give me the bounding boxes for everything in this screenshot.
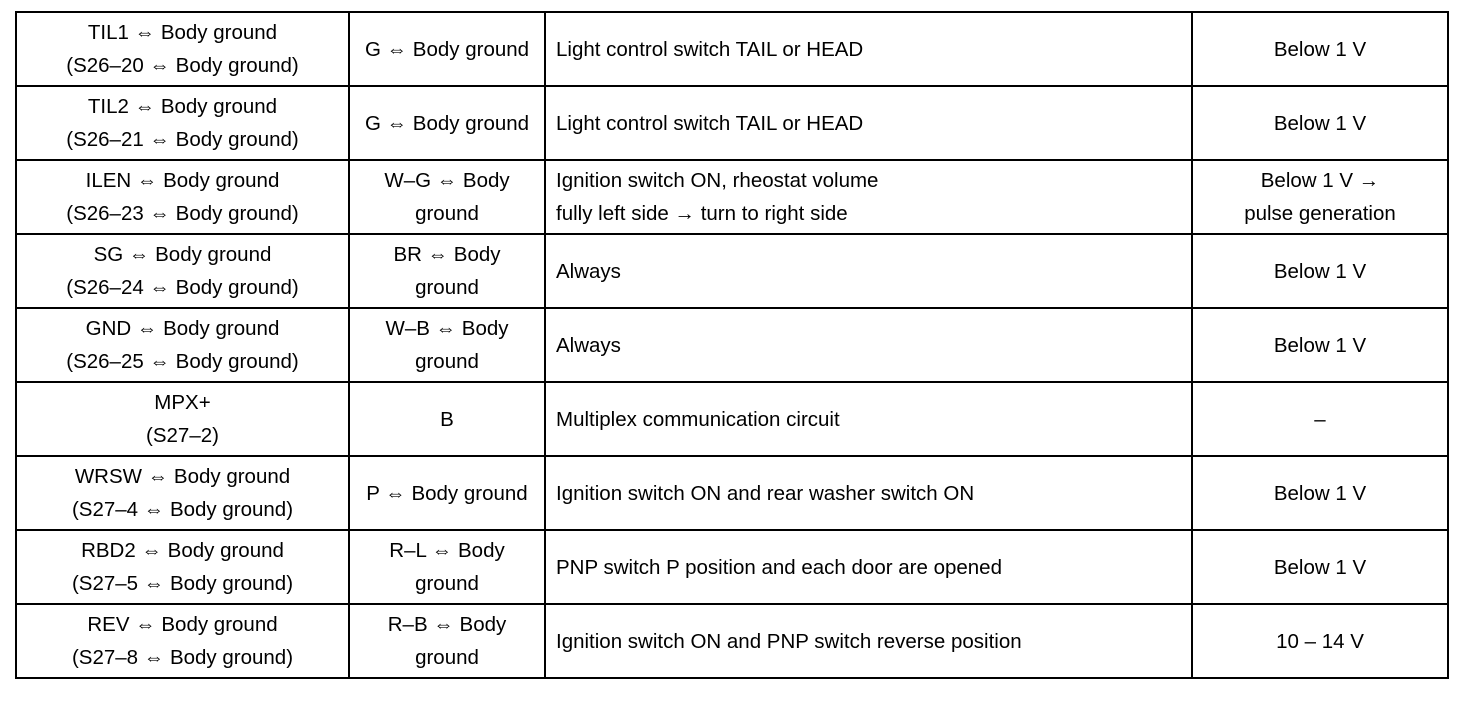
- cell-text-line: P ⇔ Body ground: [366, 481, 528, 505]
- cell-text-line: Ignition switch ON and rear washer switch ON: [556, 481, 975, 505]
- terminal-cell: [16, 530, 349, 604]
- cell-text-line: Light control switch TAIL or HEAD: [556, 111, 864, 135]
- cell-text-line: Always: [556, 333, 621, 357]
- condition-cell: [545, 12, 1192, 86]
- cell-text-line: (S27–5 ⇔ Body ground): [71, 572, 294, 595]
- cell-text-line: R–B ⇔ Body: [387, 613, 507, 636]
- specified-condition-cell: [1192, 308, 1448, 382]
- specified-condition-cell: [1192, 382, 1448, 456]
- condition-cell: [545, 530, 1192, 604]
- table-row: [16, 234, 1448, 308]
- terminal-cell: [16, 382, 349, 456]
- specified-condition-cell: [1192, 234, 1448, 308]
- cell-text-line: RBD2 ⇔ Body ground: [81, 539, 284, 562]
- cell-text-line: G ⇔ Body ground: [364, 37, 530, 61]
- terminal-cell: [16, 86, 349, 160]
- cell-text-line: W–G ⇔ Body: [384, 169, 510, 192]
- cell-text-line: MPX+: [154, 391, 211, 414]
- condition-cell: [545, 86, 1192, 160]
- cell-text-line: 10 – 14 V: [1276, 629, 1364, 653]
- cell-text-line: ground: [415, 572, 479, 595]
- wiring-color-cell: [349, 456, 545, 530]
- specified-condition-cell: [1192, 86, 1448, 160]
- cell-text-line: ground: [415, 350, 479, 373]
- cell-text-line: Below 1 V: [1273, 555, 1367, 579]
- cell-text-line: ILEN ⇔ Body ground: [85, 169, 280, 192]
- cell-text-line: ground: [415, 646, 479, 669]
- terminal-cell: [16, 604, 349, 678]
- specified-condition-cell: [1192, 12, 1448, 86]
- cell-text-line: TIL2 ⇔ Body ground: [87, 95, 278, 118]
- cell-text-line: (S27–8 ⇔ Body ground): [71, 646, 294, 669]
- cell-text-line: (S26–20 ⇔ Body ground): [66, 54, 299, 77]
- cell-text-line: (S26–24 ⇔ Body ground): [66, 276, 299, 299]
- condition-cell: [545, 604, 1192, 678]
- table-row: [16, 12, 1448, 86]
- cell-text-line: Below 1 V: [1273, 259, 1367, 283]
- table-row: [16, 456, 1448, 530]
- cell-text-line: Below 1 V: [1273, 37, 1367, 61]
- specified-condition-cell: [1192, 456, 1448, 530]
- wiring-color-cell: [349, 86, 545, 160]
- condition-cell: [545, 308, 1192, 382]
- cell-text-line: –: [1314, 407, 1326, 431]
- condition-cell: [545, 456, 1192, 530]
- specified-condition-cell: [1192, 160, 1448, 234]
- table-row: [16, 86, 1448, 160]
- wiring-color-cell: [349, 160, 545, 234]
- cell-text-line: Below 1 V: [1273, 333, 1367, 357]
- terminal-cell: [16, 160, 349, 234]
- table-row: [16, 604, 1448, 678]
- cell-text-line: Light control switch TAIL or HEAD: [556, 37, 864, 61]
- table-body: [16, 12, 1448, 678]
- cell-text-line: GND ⇔ Body ground: [85, 317, 280, 340]
- table-row: [16, 308, 1448, 382]
- terminal-cell: [16, 234, 349, 308]
- wiring-color-cell: [349, 530, 545, 604]
- cell-text-line: R–L ⇔ Body: [389, 539, 505, 562]
- cell-text-line: (S27–2): [146, 424, 219, 447]
- wiring-color-cell: [349, 308, 545, 382]
- terminal-cell: [16, 456, 349, 530]
- terminal-cell: [16, 12, 349, 86]
- cell-text-line: B: [440, 407, 454, 431]
- cell-text-line: REV ⇔ Body ground: [87, 613, 278, 636]
- specified-condition-cell: [1192, 604, 1448, 678]
- cell-text-line: Multiplex communication circuit: [556, 407, 840, 431]
- cell-text-line: Below 1 V: [1273, 481, 1367, 505]
- cell-text-line: G ⇔ Body ground: [364, 111, 530, 135]
- cell-text-line: SG ⇔ Body ground: [93, 243, 272, 266]
- cell-text-line: (S26–21 ⇔ Body ground): [66, 128, 299, 151]
- cell-text-line: BR ⇔ Body: [393, 243, 501, 266]
- wiring-color-cell: [349, 234, 545, 308]
- cell-text-line: ground: [415, 202, 479, 225]
- cell-text-line: fully left side → turn to right side: [556, 202, 848, 225]
- cell-text-line: Ignition switch ON and PNP switch reverse position: [556, 629, 1022, 653]
- cell-text-line: ground: [415, 276, 479, 299]
- cell-text-line: (S26–23 ⇔ Body ground): [66, 202, 299, 225]
- cell-text-line: PNP switch P position and each door are opened: [556, 555, 1002, 579]
- condition-cell: [545, 160, 1192, 234]
- wiring-color-cell: [349, 12, 545, 86]
- specified-condition-cell: [1192, 530, 1448, 604]
- table-row: [16, 530, 1448, 604]
- cell-text-line: Always: [556, 259, 621, 283]
- terminal-spec-table: [15, 11, 1449, 679]
- terminal-cell: [16, 308, 349, 382]
- condition-cell: [545, 234, 1192, 308]
- cell-text-line: Below 1 V →: [1260, 169, 1380, 192]
- cell-text-line: W–B ⇔ Body: [385, 317, 509, 340]
- cell-text-line: (S26–25 ⇔ Body ground): [66, 350, 299, 373]
- cell-text-line: WRSW ⇔ Body ground: [74, 465, 291, 488]
- cell-text-line: pulse generation: [1244, 202, 1396, 225]
- cell-text-line: (S27–4 ⇔ Body ground): [71, 498, 294, 521]
- table-row: [16, 160, 1448, 234]
- cell-text-line: TIL1 ⇔ Body ground: [87, 21, 278, 44]
- cell-text-line: Below 1 V: [1273, 111, 1367, 135]
- condition-cell: [545, 382, 1192, 456]
- wiring-color-cell: [349, 604, 545, 678]
- table-row: [16, 382, 1448, 456]
- cell-text-line: Ignition switch ON, rheostat volume: [556, 169, 879, 192]
- wiring-color-cell: [349, 382, 545, 456]
